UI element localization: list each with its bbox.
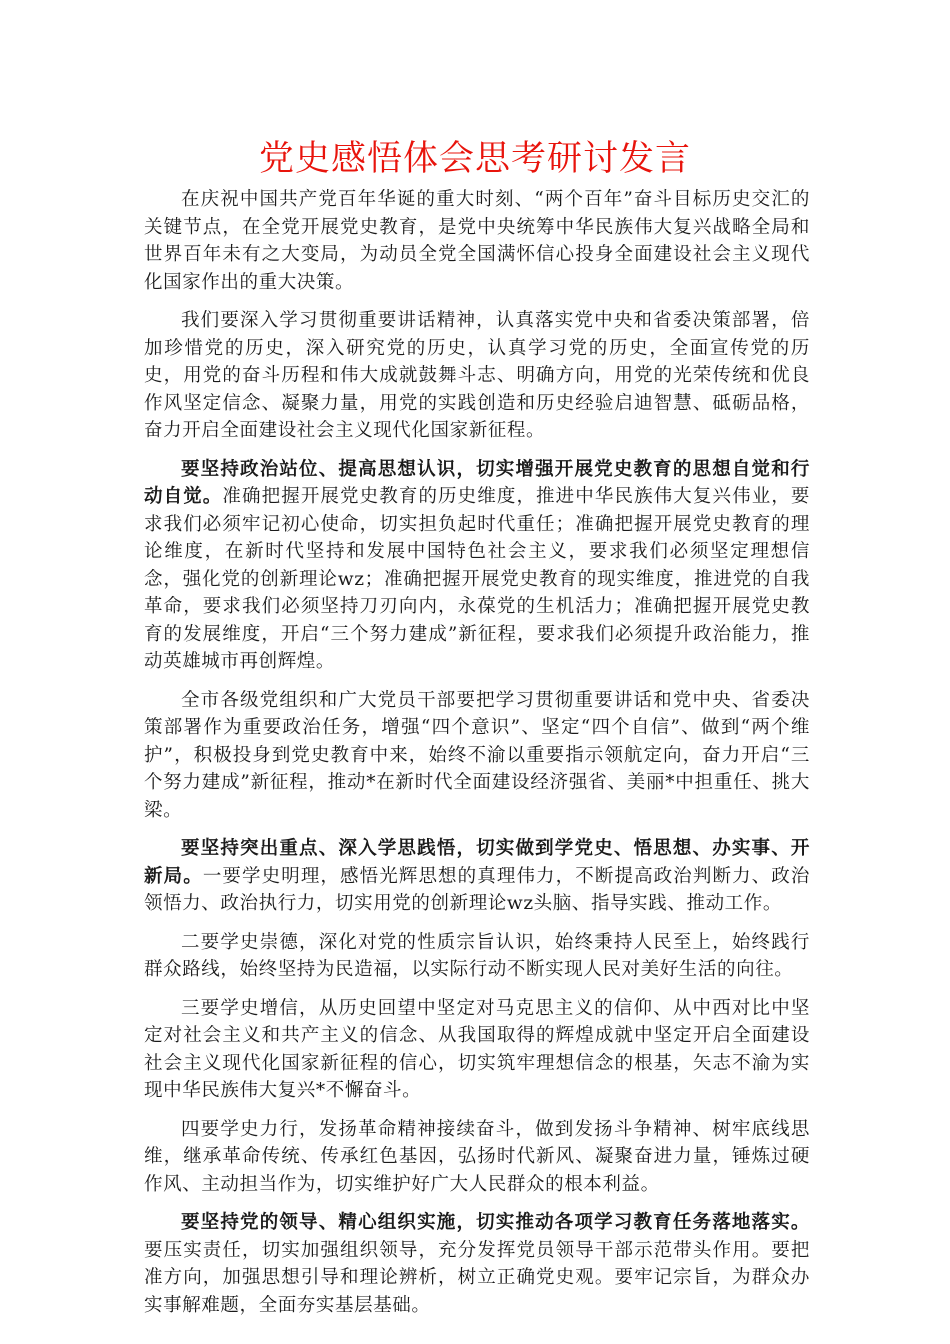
paragraph-text: 三要学史增信，从历史回望中坚定对马克思主义的信仰、从中西对比中坚定对社会主义和共产主义的信念、从我国取得的辉煌成就中坚定开启全面建设社会主义现代化国家新征程的信心，切实筑牢理想信念的根基，矢志不渝为实现中华民族伟大复兴*不懈奋斗。: [144, 997, 810, 1101]
paragraph-text: 要压实责任，切实加强组织领导，充分发挥党员领导干部示范带头作用。要把准方向，加强思想引导和理论辨析，树立正确党史观。要牢记宗旨，为群众办实事解难题，全面夯实基层基础。: [144, 1239, 810, 1316]
paragraph-4: [144, 687, 810, 825]
paragraph-1: [144, 186, 810, 296]
paragraph-lead: 要坚持政治站位、提高思想认识，切实增强开展党史教育的思想自觉和行动自觉。: [144, 458, 810, 507]
paragraph-3: [144, 456, 810, 676]
paragraph-2: [144, 307, 810, 445]
paragraph-7: [144, 995, 810, 1105]
paragraph-text: 四要学史力行，发扬革命精神接续奋斗，做到发扬斗争精神、树牢底线思维，继承革命传统、传承红色基因，弘扬时代新风、凝聚奋进力量，锤炼过硬作风、主动担当作为，切实维护好广大人民群众的根本利益。: [144, 1118, 810, 1195]
document-body: [144, 186, 810, 1330]
paragraph-8: [144, 1116, 810, 1199]
paragraph-lead: 要坚持党的领导、精心组织实施，切实推动各项学习教育任务落地落实。: [181, 1212, 810, 1233]
paragraph-text: 准确把握开展党史教育的历史维度，推进中华民族伟大复兴伟业，要求我们必须牢记初心使命，切实担负起时代重任；准确把握开展党史教育的理论维度，在新时代坚持和发展中国特色社会主义，要求我们必须坚定理想信念，强化党的创新理论wz；准确把握开展党史教育的现实维度，推进党的自我革命，要求我们必须坚持刀刃向内，永葆党的生机活力；准确把握开展党史教育的发展维度，开启“三个努力建成”新征程，要求我们必须提升政治能力，推动英雄城市再创辉煌。: [144, 486, 810, 672]
paragraph-text: 我们要深入学习贯彻重要讲话精神，认真落实党中央和省委决策部署，倍加珍惜党的历史，深入研究党的历史，认真学习党的历史，全面宣传党的历史，用党的奋斗历程和伟大成就鼓舞斗志、明确方向，用党的光荣传统和优良作风坚定信念、凝聚力量，用党的实践创造和历史经验启迪智慧、砥砺品格，奋力开启全面建设社会主义现代化国家新征程。: [144, 310, 810, 441]
paragraph-text: 一要学史明理，感悟光辉思想的真理伟力，不断提高政治判断力、政治领悟力、政治执行力，切实用党的创新理论wz头脑、指导实践、推动工作。: [144, 865, 810, 914]
paragraph-9: [144, 1209, 810, 1319]
paragraph-text: 全市各级党组织和广大党员干部要把学习贯彻重要讲话和党中央、省委决策部署作为重要政治任务，增强“四个意识”、坚定“四个自信”、做到“两个维护”，积极投身到党史教育中来，始终不渝以重要指示领航定向，奋力开启“三个努力建成”新征程，推动*在新时代全面建设经济强省、美丽*中担重任、挑大梁。: [144, 689, 810, 821]
paragraph-lead: 要坚持突出重点、深入学思践悟，切实做到学党史、悟思想、办实事、开新局。: [144, 838, 810, 887]
paragraph-5: [144, 835, 810, 918]
paragraph-text: 在庆祝中国共产党百年华诞的重大时刻、“两个百年”奋斗目标历史交汇的关键节点，在全党开展党史教育，是党中央统筹中华民族伟大复兴战略全局和世界百年未有之大变局，为动员全党全国满怀信心投身全面建设社会主义现代化国家作出的重大决策。: [144, 189, 810, 293]
paragraph-6: [144, 929, 810, 984]
document-title: 党史感悟体会思考研讨发言: [258, 139, 691, 179]
paragraph-text: 二要学史崇德，深化对党的性质宗旨认识，始终秉持人民至上，始终践行群众路线，始终坚持为民造福，以实际行动不断实现人民对美好生活的向往。: [144, 931, 810, 980]
